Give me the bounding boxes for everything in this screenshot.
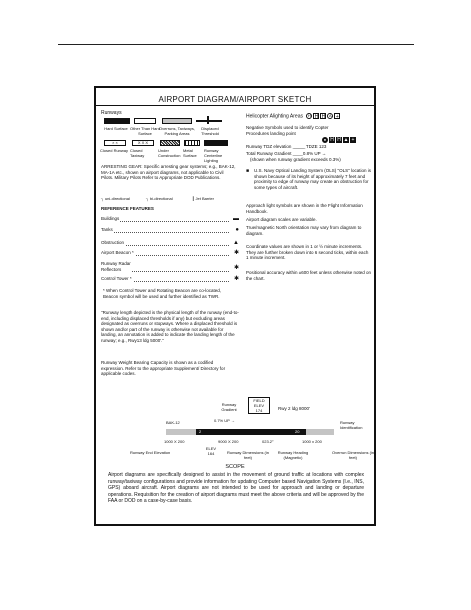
negative-triangle-icon: ▲ <box>343 136 349 143</box>
sample-runway <box>196 429 306 435</box>
scope-title: SCOPE <box>225 464 245 470</box>
ols-text: U.S. Navy Optical Landing System (OLS) "OLS" location is shown because of its height of approximately 7 feet and proximity to edge of runway may create an obstruction for some types of aircraft. <box>254 168 371 190</box>
elev-box <box>200 446 222 456</box>
negative-circle-icon: ● <box>323 136 327 142</box>
ref-row-tanks: Tanks ● <box>101 227 239 233</box>
runway-number-left: 2 <box>199 429 202 434</box>
closed-taxiway-symbol: X X X <box>132 140 154 146</box>
hard-surface-symbol <box>104 118 130 124</box>
tdz-label: Runway TDZ elevation <box>246 144 292 149</box>
gradient-row: Total Runway Gradient ____0.8% UP → <box>246 151 327 156</box>
approach-light-text: Approach light symbols are shown in the Flight Information Handbook. <box>246 203 363 214</box>
field-elev-label: FIELD ELEV <box>253 398 265 408</box>
gradient-note: (shown when runway gradient exceeds 0.3%) <box>250 157 341 162</box>
rwy-landing-label: Rwy 2 ldg 8000' <box>278 406 310 411</box>
north-orientation-text: True/magnetic North orientation may vary from diagram to diagram. <box>246 225 362 236</box>
uni-directional-label: ┐ uni-directional <box>101 196 130 201</box>
displaced-threshold-symbol <box>196 120 222 122</box>
left-overrun-dims: 1000 X 200 <box>164 439 185 444</box>
runway-heading-label: Runway Heading (Magnetic) <box>277 450 309 460</box>
construction-label: Under Construction <box>158 148 181 158</box>
heliport-square-icon: H <box>314 114 319 120</box>
runway-identification-label: Runway Identification <box>340 420 363 430</box>
negative-heliport-icon: H <box>337 136 341 143</box>
right-overrun <box>306 429 334 435</box>
negative-cross-icon: + <box>351 136 355 143</box>
overrun-label: Overruns, Taxiways, Parking Areas <box>159 126 195 136</box>
reference-features-heading: REFERENCE FEATURES <box>101 206 154 211</box>
other-surface-symbol <box>134 118 156 124</box>
ols-icon: ■ <box>246 168 250 174</box>
runway-gradient-label: Runway Gradient <box>221 402 237 412</box>
left-overrun <box>166 429 196 435</box>
bi-directional-label: ┐ bi-directional <box>146 196 173 201</box>
closed-runway-label: Closed Runway <box>100 148 129 153</box>
metal-surface-label: Metal Surface <box>183 148 197 158</box>
arresting-gear-text: ARRESTING GEAR: Specific arresting gear systems; e.g., BAK-12, MA-1A etc., shown on airport diagrams, not applicable to Civil Pilots. Military Pilots Refer to Appropriate DOD Publications. <box>101 164 236 181</box>
runway-heading-value: 023.2° <box>262 439 274 444</box>
runway-dims-label: Runway Dimensions (in feet) <box>226 450 269 460</box>
ref-row-radar-reflectors: Runway Radar Reflectors ✱ <box>101 261 239 272</box>
heliport-cross-icon: + <box>335 114 339 120</box>
heliport-square-icon: H <box>321 114 326 120</box>
heliport-circle-icon: H <box>307 113 311 118</box>
hard-surface-label: Hard Surface <box>104 126 128 131</box>
field-elev-box <box>248 397 270 414</box>
runway-end-elevation-label: Runway End Elevation <box>130 450 171 455</box>
obstruction-icon: ▲ <box>233 240 239 246</box>
tank-icon: ● <box>235 227 239 233</box>
elev-label: ELEV <box>205 446 217 451</box>
positional-accuracy-text: Positional accuracy within ±600 feet unless otherwise noted on the chart. <box>246 270 372 281</box>
ref-row-beacon: Airport Beacon * ✱ <box>101 250 239 256</box>
overrun-symbol <box>162 118 192 124</box>
elev-value: 164 <box>207 451 215 456</box>
jet-barrier-label: ┃ Jet Barrier <box>192 196 214 201</box>
negative-symbols-label: Negative Symbols used to identify Copter Procedures landing point <box>246 125 329 136</box>
weight-bearing-note: Runway Weight Bearing Capacity is shown as a codified expression. Refer to the appropriate Supplement/ Directory for applicable codes. <box>101 360 226 377</box>
ref-row-obstruction: Obstruction ▲ <box>101 240 239 246</box>
closed-runway-symbol: × × <box>104 140 126 146</box>
page-top-rule <box>58 44 414 45</box>
radar-reflector-icon: ✱ <box>233 265 239 271</box>
overrun-dims-label: Overrun Dimensions (in feet) <box>332 450 375 460</box>
legend-panel <box>94 86 376 526</box>
colocated-note: * When Control Tower and Rotating Beacon are co-located, Beacon symbol will be used and further identified as TWR. <box>103 288 221 299</box>
beacon-icon: ✱ <box>233 250 239 256</box>
building-icon: ▬ <box>233 216 239 222</box>
tdz-row: Runway TDZ elevation ______ TDZE 123 <box>246 144 327 149</box>
runway-number-right: 20 <box>295 429 300 434</box>
coordinate-text: Coordinate values are shown in 1 or ½ minute increments. They are further broken down into 6 second ticks, within each 1 minute increment. <box>246 244 369 261</box>
heliport-triangle-icon: A <box>329 113 332 118</box>
bak-label: BAK-12 <box>166 420 180 425</box>
sample-gradient-label: 0.7% UP → <box>214 418 235 423</box>
ref-row-control-tower: Control Tower * ✱ <box>101 276 239 282</box>
scope-text: Airport diagrams are specifically designed to assist in the movement of ground traffic at locations with complex runway/taxiway configurations and provide information for updating Computer based Navigation Systems (I.e., INS, GPS) aboard aircraft. Airport diagrams are not intended to be used for approach and landing or departure operations. Requisition for the creation of airport diagrams must meet the above criteria and will be approved by the FAA or DOD on a case-by-case basis. <box>108 472 364 505</box>
runway-length-note: "Runway length depicted is the physical length of the runway (end-to-end, including displaced thresholds if any) but excluding areas designated as overruns or stopways. Where a displaced threshold is shown and/or part of the runway is otherwise not available for landing, an annotation is added to indicate the landing length of the runway; e.g., Rwy13 ldg 5000'." <box>101 310 239 343</box>
negative-heliport-icon: H <box>330 136 334 143</box>
right-overrun-dims: 1000 x 200 <box>302 439 322 444</box>
other-surface-label: Other Than Hard Surface <box>130 126 160 136</box>
metal-surface-symbol <box>184 140 200 146</box>
helicopter-areas-row <box>246 113 372 120</box>
helicopter-areas-label: Helicopter Alighting Areas <box>246 113 303 120</box>
page-title: AIRPORT DIAGRAM/AIRPORT SKETCH <box>158 95 312 104</box>
title-underline <box>96 105 374 106</box>
runway-dims: 9000 X 200 <box>218 439 239 444</box>
scales-text: Airport diagram scales are variable. <box>246 217 317 222</box>
centerline-lighting-label: Runway Centerline Lighting <box>204 148 223 163</box>
displaced-threshold-label: Displaced Threshold <box>201 126 219 136</box>
field-elev-value: 174 <box>255 408 263 413</box>
centerline-lighting-symbol <box>204 140 228 146</box>
runways-heading: Runways <box>101 110 122 116</box>
gradient-value: 0.8% UP <box>302 151 321 156</box>
gradient-label: Total Runway Gradient <box>246 151 292 156</box>
control-tower-icon: ✱ <box>233 276 239 282</box>
construction-symbol <box>160 140 180 146</box>
ref-row-buildings: Buildings ▬ <box>101 216 239 222</box>
closed-taxiway-label: Closed Taxiway <box>130 148 145 158</box>
tdz-value: TDZE 123 <box>305 144 327 149</box>
